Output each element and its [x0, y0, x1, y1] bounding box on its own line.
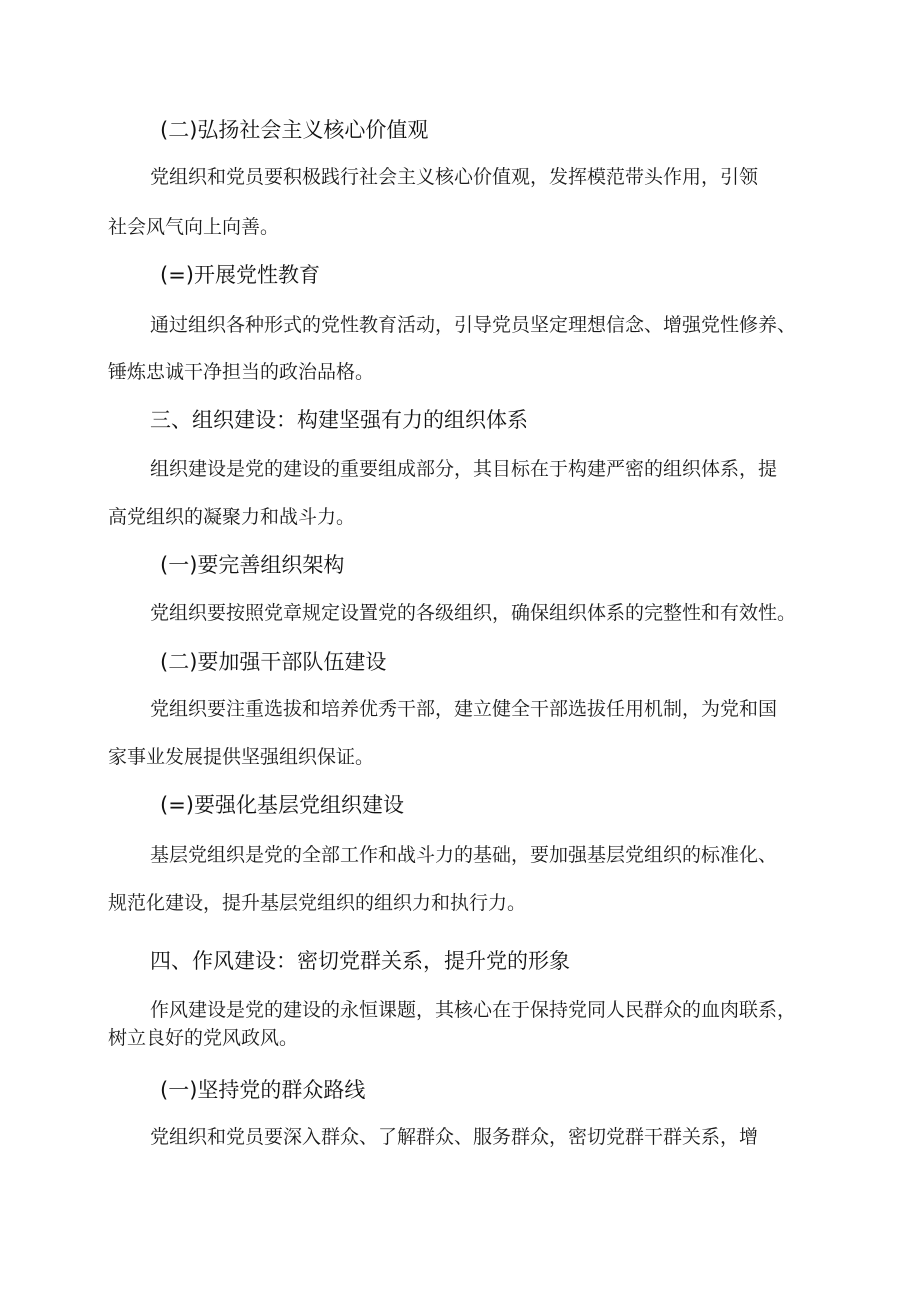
paragraph-line: 基层党组织是党的全部工作和战斗力的基础，要加强基层党组织的标准化、 — [150, 844, 778, 866]
paragraph-line: 锤炼忠诚干净担当的政治品格。 — [108, 361, 375, 383]
heading-style-building: 四、作风建设：密切党群关系，提升党的形象 — [150, 949, 570, 973]
heading-party-spirit-education: (=)开展党性教育 — [160, 263, 320, 287]
paragraph-line: 高党组织的凝聚力和战斗力。 — [108, 506, 356, 528]
heading-improve-structure: (一)要完善组织架构 — [160, 553, 345, 577]
paragraph-line: 组织建设是党的建设的重要组成部分，其目标在于构建严密的组织体系，提 — [150, 458, 778, 480]
paragraph-line: 社会风气向上向善。 — [108, 216, 280, 238]
heading-organization-building: 三、组织建设：构建坚强有力的组织体系 — [150, 408, 528, 432]
paragraph-line: 党组织和党员要积极践行社会主义核心价值观，发挥模范带头作用，引领 — [150, 166, 759, 188]
paragraph-line: 作风建设是党的建设的永恒课题，其核心在于保持党同人民群众的血肉联系， — [150, 999, 797, 1021]
paragraph-line: 党组织要按照党章规定设置党的各级组织，确保组织体系的完整性和有效性。 — [150, 602, 797, 624]
heading-promote-core-values: (二)弘扬社会主义核心价值观 — [160, 118, 429, 142]
paragraph-line: 规范化建设，提升基层党组织的组织力和执行力。 — [108, 892, 527, 914]
heading-mass-line: (一)坚持党的群众路线 — [160, 1078, 366, 1102]
paragraph-line: 党组织和党员要深入群众、了解群众、服务群众，密切党群干群关系，增 — [150, 1126, 759, 1148]
paragraph-line: 通过组织各种形式的党性教育活动，引导党员坚定理想信念、增强党性修养、 — [150, 314, 797, 336]
paragraph-line: 家事业发展提供坚强组织保证。 — [108, 746, 375, 768]
heading-cadre-team: (二)要加强干部队伍建设 — [160, 650, 387, 674]
heading-grassroots-organization: (=)要强化基层党组织建设 — [160, 793, 404, 817]
paragraph-line: 党组织要注重选拔和培养优秀干部，建立健全干部选拔任用机制，为党和国 — [150, 698, 778, 720]
paragraph-line: 树立良好的党风政风。 — [108, 1027, 299, 1049]
